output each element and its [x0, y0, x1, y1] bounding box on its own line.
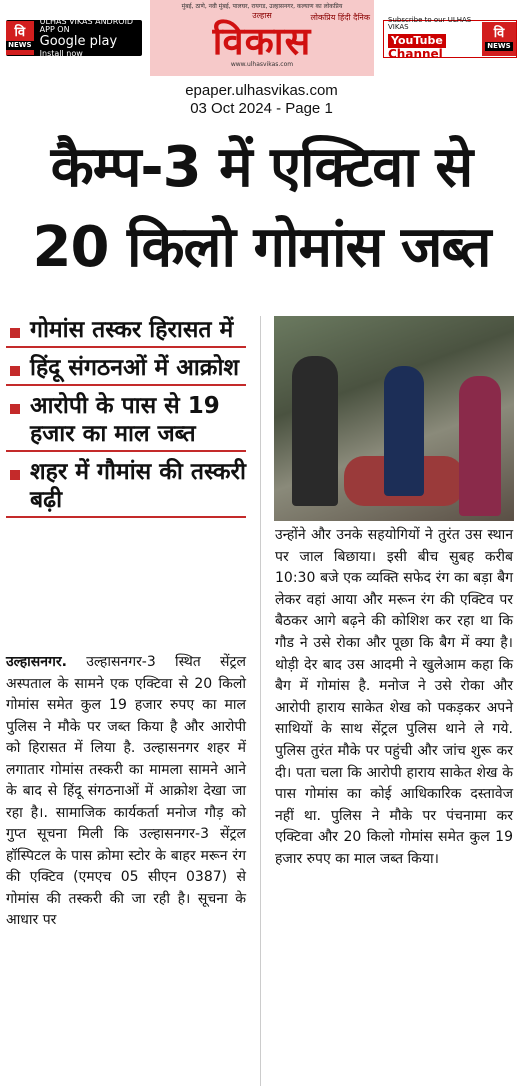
masthead-topline: मुंबई, ठाणे, नवी मुंबई, पालघर, रायगड, उल्हासनगर, कल्याण का लोकप्रिय — [181, 3, 343, 10]
bullet-text: आरोपी के पास से 19 हजार का माल जब्त — [30, 393, 220, 447]
youtube-channel-promo[interactable] — [383, 15, 517, 62]
bullet-square-icon — [10, 328, 20, 338]
article-column-left — [6, 652, 246, 932]
headline — [8, 128, 515, 288]
article-text-left: उल्हासनगर-3 स्थित सेंट्रल अस्पताल के सामने एक एक्टिवा से 20 किलो गोमांस समेत कुल 19 हजार रुपए का माल पुलिस ने मौके पर जब्त किया है और आरोपी को हिरासत में लिया है. उल्हासनगर शहर में लगातार गोमांस तस्करी का मामला सामने आने के बाद से हिंदू संगठनाओं में आक्रोश देखा जा रहा है।. सामाजिक कार्यकर्ता मनोज गौड़ को गुप्त सूचना मिली कि उल्हासनगर-3 सेंट्रल हॉस्पिटल के पास क्रोमा स्टोर के बाहर मरून रंग की एक्टिव (एमएच 05 सीएन 0387) से गोमांस की तस्करी की जा रही है। सूचना के आधार पर — [6, 654, 247, 928]
article-text-right: उन्होंने और उनके सहयोगियों ने तुरंत उस स्थान पर जाल बिछाया। इसी बीच सुबह करीब 10:30 बजे एक व्यक्ति सफेद रंग का बड़ा बैग लेकर वहां आया और मरून रंग की एक्टिव पर बैठकर आगे बढ़ने की कोशिश कर रहा था कि गौड ने उसे रोका और पूछा कि बैग में क्या है। थोड़ी देर बाद उस आदमी ने खुलेआम कहा कि बैग में गोमांस है. मनोज ने उसे रोका और आरोपी हाराय साकेत शेख को पकड़कर अपने साथियों के साथ सेंट्रल पुलिस थाने ले गये. पुलिस तुरंत मौके पर पहुंची और जांच शुरू कर दी। पता चला कि आरोपी हाराय साकेत शेख के पास गोमांस का कोई आधिकारिक दस्तावेज नहीं था. पुलिस ने मौके पर पंचनामा कर एक्टिवा और 20 किलो गोमांस समेत कुल 19 हजार रुपए का माल जब्त किया। — [275, 527, 513, 867]
masthead-prefix: उल्हास — [252, 11, 272, 20]
masthead-title: विकास — [212, 18, 312, 63]
headline-line1: कैम्प-3 में एक्टिवा से — [50, 135, 473, 200]
epaper-date-page: 03 Oct 2024 - Page 1 — [190, 100, 333, 117]
masthead-url: www.ulhasvikas.com — [230, 61, 294, 68]
logo-sub: NEWS — [8, 41, 32, 49]
google-play-badge[interactable] — [34, 18, 142, 59]
column-divider — [260, 316, 261, 1086]
promo-line1: ULHAS VIKAS ANDROID APP ON — [39, 16, 134, 35]
android-app-promo[interactable] — [6, 16, 142, 58]
logo-letter: वि — [14, 25, 26, 40]
photo-person — [384, 366, 424, 496]
photo-person — [292, 356, 338, 506]
bullet-text: हिंदू संगठनओं में आक्रोश — [30, 355, 240, 381]
youtube-icon: YouTube — [388, 34, 446, 48]
newspaper-header — [0, 0, 523, 80]
news-photo — [274, 316, 514, 521]
bullet-item — [6, 458, 246, 518]
bullet-square-icon — [10, 404, 20, 414]
bullet-square-icon — [10, 366, 20, 376]
youtube-promo-text — [384, 17, 482, 62]
logo-sub-right: NEWS — [487, 42, 511, 50]
masthead-tagline: लोकप्रिय हिंदी दैनिक — [310, 13, 370, 22]
bullet-item — [6, 354, 246, 386]
dateline: उल्हासनगर. — [6, 654, 67, 670]
epaper-site[interactable]: epaper.ulhasvikas.com — [185, 82, 338, 99]
article-column-right — [275, 525, 513, 871]
masthead — [150, 0, 374, 76]
bullet-text: गोमांस तस्कर हिरासत में — [30, 317, 234, 343]
channel-label: Channel — [388, 47, 443, 62]
vikas-news-logo — [6, 21, 34, 55]
bullet-item — [6, 316, 246, 348]
google-play-label: Google play — [39, 34, 118, 50]
bullet-square-icon — [10, 470, 20, 480]
highlight-bullets — [6, 316, 246, 524]
logo-letter-right: वि — [493, 26, 505, 41]
promo-line3: Install now — [39, 48, 83, 58]
epaper-info — [0, 82, 523, 118]
subscribe-label: Subscribe to our ULHAS VIKAS — [388, 15, 472, 32]
bullet-item — [6, 392, 246, 452]
headline-line2: 20 किलो गोमांस जब्त — [32, 215, 491, 280]
bullet-text: शहर में गौमांस की तस्करी बढ़ी — [30, 459, 246, 513]
vikas-news-logo-right — [482, 22, 516, 56]
photo-person — [459, 376, 501, 516]
